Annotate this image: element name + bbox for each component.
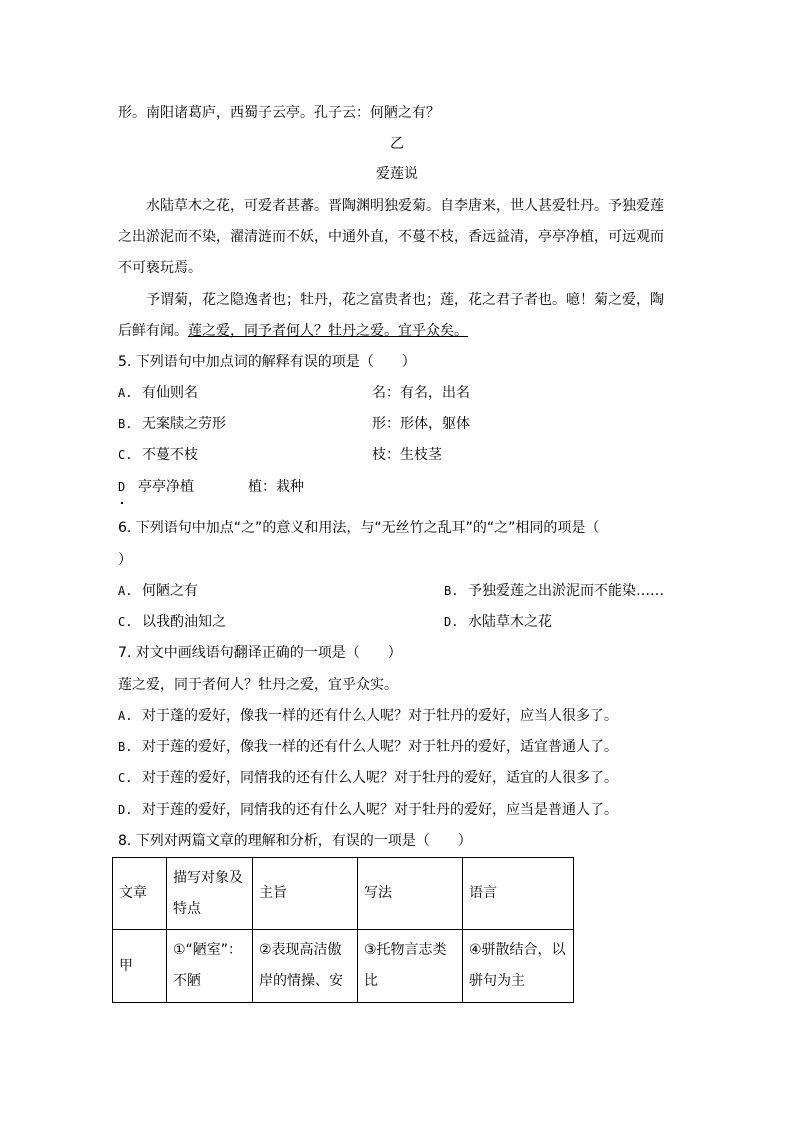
q6-stem: 6. 下列语句中加点“之”的意义和用法，与“无丝竹之乱耳”的“之”相同的项是（ (118, 520, 600, 536)
table-cell: ③托物言志类比 (358, 930, 463, 1003)
option-label: B. (444, 584, 459, 598)
option-text: 不蔓不枝 (142, 447, 198, 463)
option-label: A. (118, 584, 133, 598)
section-label: 乙 (390, 136, 404, 152)
q5-option-b (118, 415, 470, 433)
option-text: 对于莲的爱好，像我一样的还有什么人呢？对于牡丹的爱好，适宜普通人了。 (142, 739, 618, 755)
q7-option-c (118, 769, 618, 787)
paragraph-2-text: 后鲜有闻。 (118, 323, 188, 339)
q8-table (112, 857, 574, 1003)
passage-title: 爱莲说 (376, 166, 418, 182)
option-label: C. (118, 771, 133, 785)
paragraph-1-line: 之出淤泥而不染，濯清涟而不妖，中通外直，不蔓不枝，香远益清，亭亭净植，可远观而 (118, 229, 664, 245)
passage-tail: 形。南阳诸葛庐，西蜀子云亭。孔子云：何陋之有？ (118, 105, 440, 121)
option-text: 何陋之有 (142, 583, 198, 599)
option-text: 以我酌油知之 (142, 614, 226, 630)
emphasis-dot (121, 502, 123, 504)
q7-stem: 7. 对文中画线语句翻译正确的一项是（ ） (118, 645, 402, 661)
underlined-sentence: 莲之爱，同予者何人？牡丹之爱。宜乎众矣。 (188, 323, 468, 339)
paragraph-2-line: 予谓菊，花之隐逸者也；牡丹，花之富贵者也；莲，花之君子者也。噫！菊之爱，陶 (146, 292, 664, 308)
table-header-cell: 描写对象及特点 (167, 858, 253, 930)
table-cell: ④骈散结合，以骈句为主 (463, 930, 574, 1003)
option-gloss: 名：有名，出名 (372, 385, 470, 401)
option-label: D (118, 480, 126, 494)
option-label: B. (118, 740, 133, 754)
option-text: 亭亭净植 (138, 479, 194, 495)
q7-option-b (118, 738, 618, 756)
table-cell: ②表现高洁傲岸的情操、安 (253, 930, 358, 1003)
option-text: 对于莲的爱好，同情我的还有什么人呢？对于牡丹的爱好，应当是普通人了。 (142, 802, 618, 818)
table-header-row (113, 858, 574, 930)
option-label: B. (118, 417, 133, 431)
paragraph-1-line: 水陆草木之花，可爱者甚蕃。晋陶渊明独爱菊。自李唐来，世人甚爱牡丹。予独爱莲 (146, 198, 664, 214)
q5-option-a (118, 384, 470, 402)
option-text: 无案牍之劳形 (142, 416, 226, 432)
option-text: 对于蓬的爱好，像我一样的还有什么人呢？对于牡丹的爱好，应当人很多了。 (142, 708, 618, 724)
option-label: D. (444, 615, 459, 629)
table-cell: 甲 (113, 930, 167, 1003)
option-label: A. (118, 709, 133, 723)
q7-option-a (118, 707, 618, 725)
q6-options-row-2 (118, 613, 678, 631)
q5-option-d (118, 478, 418, 496)
option-gloss: 形：形体，躯体 (372, 416, 470, 432)
option-text: 对于莲的爱好，同情我的还有什么人呢？对于牡丹的爱好，适宜的人很多了。 (142, 770, 618, 786)
option-label: C. (118, 448, 133, 462)
option-gloss: 枝：生枝茎 (372, 447, 442, 463)
option-label: D. (118, 803, 133, 817)
q8-stem: 8. 下列对两篇文章的理解和分析，有误的一项是（ ） (118, 833, 472, 849)
table-header-cell: 语言 (463, 858, 574, 930)
table-header-cell: 文章 (113, 858, 167, 930)
option-text: 有仙则名 (142, 385, 198, 401)
q7-option-d (118, 801, 618, 819)
option-gloss: 植：栽种 (248, 479, 304, 495)
option-label: C. (118, 615, 133, 629)
table-cell: ①“陋室”：不陋 (167, 930, 253, 1003)
table-row (113, 930, 574, 1003)
option-label: A. (118, 386, 133, 400)
option-text: 水陆草木之花 (468, 614, 552, 630)
q7-quote: 莲之爱，同于者何人？牡丹之爱，宜乎众实。 (118, 677, 398, 693)
q6-options-row-1 (118, 582, 678, 600)
table-header-cell: 主旨 (253, 858, 358, 930)
option-text: 予独爱莲之出淤泥而不能染…… (468, 583, 664, 599)
table-header-cell: 写法 (358, 858, 463, 930)
paragraph-1-line: 不可亵玩焉。 (118, 260, 202, 276)
q6-option-b (444, 582, 664, 600)
q6-stem-cont: ） (118, 552, 132, 568)
q5-option-c (118, 446, 442, 464)
q5-stem: 5. 下列语句中加点词的解释有误的项是（ ） (118, 354, 416, 370)
q6-option-d (444, 613, 552, 631)
paragraph-2-line (118, 322, 468, 340)
